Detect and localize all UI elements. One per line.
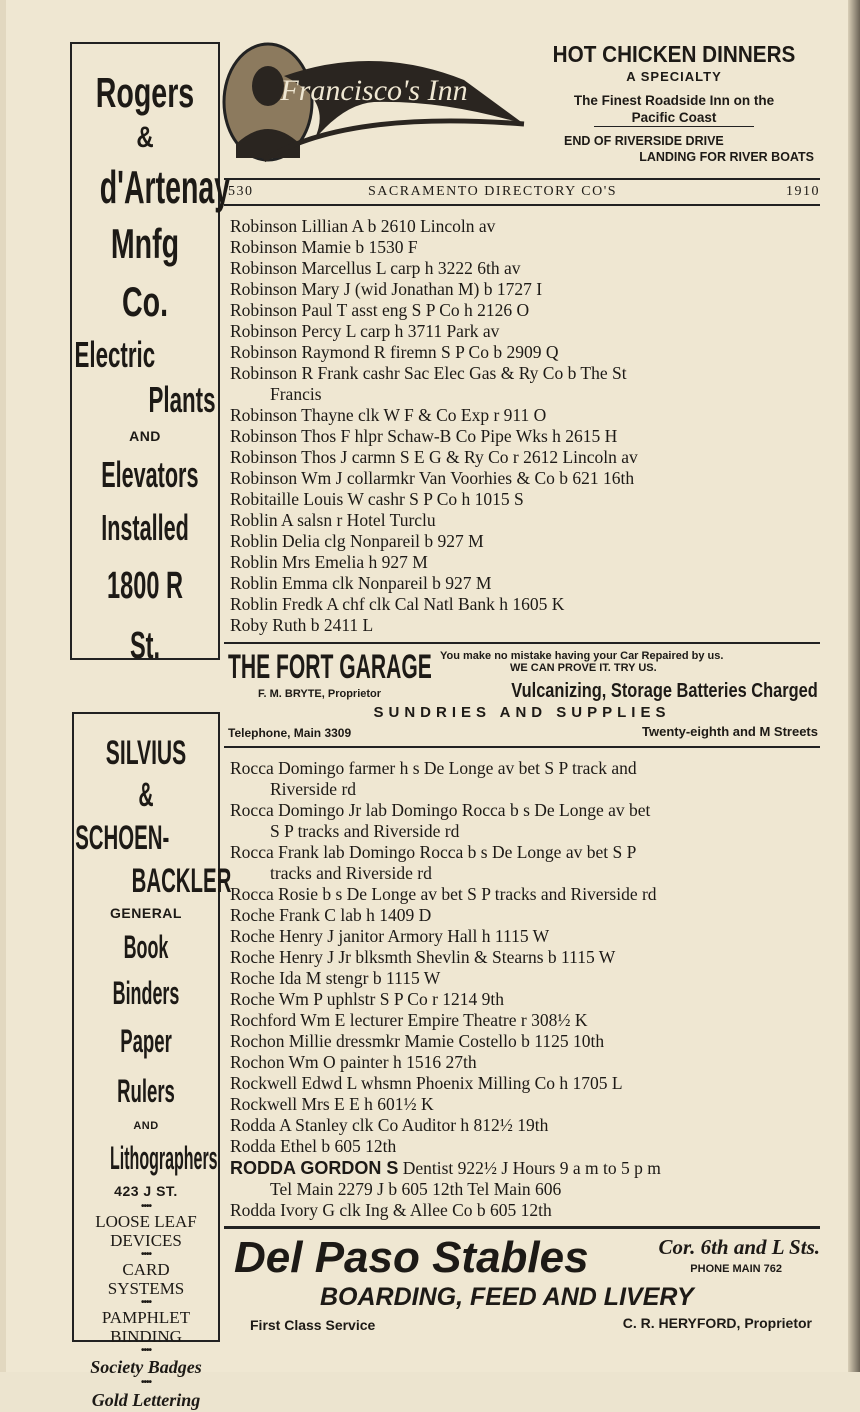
ad2-binding: BINDING <box>110 1327 182 1346</box>
directory-entry: Robinson Thos F hlpr Schaw-B Co Pipe Wks h 2615 H <box>230 426 618 446</box>
directory-entry: Rocca Rosie b s De Longe av bet S P tracks and Riverside rd <box>230 884 657 904</box>
directory-entries-3 <box>230 1158 825 1221</box>
ad2-dots-5: •••• <box>140 1377 151 1388</box>
garage-slogan-2: WE CAN PROVE IT. TRY US. <box>510 662 657 674</box>
ad1-electric: Electric <box>74 334 156 375</box>
ad1-rogers: Rogers <box>95 69 195 116</box>
directory-entry: Rocca Domingo farmer h s De Longe av bet S P track and <box>230 758 637 778</box>
directory-entry: Robinson Thos J carmn S E G & Ry Co r 2612 Lincoln av <box>230 447 638 467</box>
tagline-1: The Finest Roadside Inn on the <box>573 93 775 108</box>
stables-proprietor: C. R. HERYFORD, Proprietor <box>622 1315 812 1331</box>
garage-slogan-1: You make no mistake having your Car Repaired by us. <box>440 650 724 662</box>
directory-entry: Rodda Ivory G clk Ing & Allee Co b 605 12th <box>230 1200 552 1220</box>
ad2-backler: BACKLER <box>131 862 232 900</box>
directory-entry: Roche Wm P uphlstr S P Co r 1214 9th <box>230 989 505 1009</box>
directory-entry: Robinson Mamie b 1530 F <box>230 237 418 257</box>
ad2-dots-2: •••• <box>140 1249 151 1260</box>
garage-name: THE FORT GARAGE <box>228 648 432 686</box>
header-title: SACRAMENTO DIRECTORY CO'S <box>368 184 618 199</box>
ad2-silvius: SILVIUS & <box>105 734 187 814</box>
logo-text: Francisco's Inn <box>280 74 468 107</box>
directory-entry: Rocca Frank lab Domingo Rocca b s De Longe av bet S P <box>230 842 637 862</box>
directory-entry: Robinson R Frank cashr Sac Elec Gas & Ry Co b The St <box>230 363 627 383</box>
ad2-and: AND <box>133 1120 159 1132</box>
directory-entry: Robinson Marcellus L carp h 3222 6th av <box>230 258 521 278</box>
specialty-text: A SPECIALTY <box>626 69 722 84</box>
directory-entry: Rockwell Mrs E E h 601½ K <box>230 1094 434 1114</box>
ad2-card: CARD <box>122 1260 170 1279</box>
fort-garage-ad <box>224 642 820 748</box>
directory-entry: Robinson Percy L carp h 3711 Park av <box>230 321 500 341</box>
directory-entry-continuation: S P tracks and Riverside rd <box>270 821 460 841</box>
directory-entry: Robinson Paul T asst eng S P Co h 2126 O <box>230 300 530 320</box>
franciscos-logo <box>224 40 534 176</box>
stables-name: Del Paso Stables <box>234 1233 589 1282</box>
stables-service-note: First Class Service <box>250 1317 376 1333</box>
directory-entry: Rochon Wm O painter h 1516 27th <box>230 1052 477 1072</box>
ad1-ampersand: & <box>136 121 154 154</box>
stables-services: BOARDING, FEED AND LIVERY <box>320 1283 694 1311</box>
directory-entry: Roblin A salsn r Hotel Turclu <box>230 510 436 530</box>
rogers-dartenay-ad <box>70 42 231 667</box>
ad2-dots-4: •••• <box>140 1345 151 1356</box>
ad2-dots-1: •••• <box>140 1201 151 1212</box>
directory-entry-continuation: Riverside rd <box>270 779 357 799</box>
directory-entry: Roby Ruth b 2411 L <box>230 615 374 635</box>
hot-chicken-block <box>534 40 814 165</box>
franciscos-inn-ad <box>224 40 820 178</box>
stables-corner: Cor. 6th and L Sts. <box>658 1235 820 1259</box>
garage-proprietor: F. M. BRYTE, Proprietor <box>258 688 382 700</box>
rodda-gordon-name: RODDA GORDON S <box>230 1158 399 1178</box>
garage-telephone: Telephone, Main 3309 <box>228 726 352 740</box>
ad2-address: 423 J ST. <box>114 1183 178 1199</box>
header-year: 1910 <box>786 184 820 199</box>
silvius-schoenbackler-ad <box>72 712 232 1410</box>
ad2-paper-rulers: Paper Rulers <box>117 1023 175 1109</box>
ad1-co: Co. <box>121 278 169 325</box>
directory-entry: Rockwell Edwd L whsmn Phoenix Milling Co h 1705 L <box>230 1073 623 1093</box>
directory-entry: Rodda Ethel b 605 12th <box>230 1136 397 1156</box>
page-left-edge <box>0 0 6 1372</box>
directory-entry: Roche Ida M stengr b 1115 W <box>230 968 441 988</box>
ad2-systems: SYSTEMS <box>107 1279 185 1298</box>
ad2-book-binders: Book Binders <box>112 929 180 1011</box>
ad2-society-badges: Society Badges <box>90 1357 202 1377</box>
ad1-address: 1800 R St. <box>107 565 183 667</box>
garage-address: Twenty-eighth and M Streets <box>642 724 818 739</box>
rodda-gordon-details: Dentist 922½ J Hours 9 a m to 5 p m <box>398 1158 661 1178</box>
directory-entry: Roche Henry J janitor Armory Hall h 1115 W <box>230 926 550 946</box>
ad1-mnfg: Mnfg <box>110 220 180 267</box>
ad2-dots-3: •••• <box>140 1297 151 1308</box>
ad2-schoen: SCHOEN- <box>75 819 170 857</box>
directory-entry: Rocca Domingo Jr lab Domingo Rocca b s De Longe av bet <box>230 800 651 820</box>
ad2-loose-leaf: LOOSE LEAF <box>95 1212 197 1231</box>
directory-entry: Robinson Lillian A b 2610 Lincoln av <box>230 216 496 236</box>
location-1: END OF RIVERSIDE DRIVE <box>564 134 724 148</box>
ad2-gold-lettering: Gold Lettering <box>91 1390 201 1410</box>
ad1-elevators: Elevators <box>101 454 199 495</box>
rodda-gordon-cont: Tel Main 2279 J b 605 12th Tel Main 606 <box>270 1179 562 1199</box>
ad2-lithographers: Lithographers <box>110 1140 218 1176</box>
directory-entry: Roblin Delia clg Nonpareil b 927 M <box>230 531 484 551</box>
stables-phone: PHONE MAIN 762 <box>690 1263 782 1275</box>
page-header <box>224 178 820 206</box>
ad2-pamphlet: PAMPHLET <box>101 1308 191 1327</box>
directory-entries-2 <box>230 758 825 1157</box>
directory-entry: Robinson Mary J (wid Jonathan M) b 1727 I <box>230 279 543 299</box>
ad1-installed: Installed <box>101 507 189 548</box>
directory-entry: Robinson Wm J collarmkr Van Voorhies & Co b 621 16th <box>230 468 635 488</box>
directory-entry: Roche Frank C lab h 1409 D <box>230 905 432 925</box>
ad1-plants: Plants <box>148 379 216 420</box>
directory-entry: Rochon Millie dressmkr Mamie Costello b 1125 10th <box>230 1031 605 1051</box>
directory-entry-continuation: tracks and Riverside rd <box>270 863 432 883</box>
directory-entry: Robinson Raymond R firemn S P Co b 2909 Q <box>230 342 559 362</box>
book-spine-shadow <box>848 0 860 1372</box>
del-paso-stables-ad <box>224 1226 820 1336</box>
ad2-devices: DEVICES <box>110 1231 182 1250</box>
directory-entries-1 <box>230 216 825 636</box>
location-2: LANDING FOR RIVER BOATS <box>639 150 814 164</box>
ad1-dartenay: d'Artenay <box>99 161 231 213</box>
ad2-general: GENERAL <box>110 905 182 921</box>
garage-sundries: SUNDRIES AND SUPPLIES <box>373 704 671 721</box>
hot-chicken-headline: HOT CHICKEN DINNERS <box>552 41 796 67</box>
ad1-and: AND <box>129 428 161 444</box>
directory-entry: Robitaille Louis W cashr S P Co h 1015 S <box>230 489 524 509</box>
directory-entry-continuation: Francis <box>270 384 322 404</box>
rodda-gordon-entry <box>230 1158 825 1179</box>
directory-entry: Roche Henry J Jr blksmth Shevlin & Stearns b 1115 W <box>230 947 616 967</box>
directory-entry: Rodda A Stanley clk Co Auditor h 812½ 19th <box>230 1115 549 1135</box>
page-number: 530 <box>228 184 254 199</box>
directory-entry: Roblin Emma clk Nonpareil b 927 M <box>230 573 492 593</box>
directory-entries-3-list <box>230 1200 825 1221</box>
directory-entry: Roblin Mrs Emelia h 927 M <box>230 552 428 572</box>
tagline-2: Pacific Coast <box>594 109 754 127</box>
directory-entry: Rochford Wm E lecturer Empire Theatre r 308½ K <box>230 1010 588 1030</box>
directory-entry: Roblin Fredk A chf clk Cal Natl Bank h 1605 K <box>230 594 565 614</box>
garage-services: Vulcanizing, Storage Batteries Charged <box>511 680 818 702</box>
portrait-head-icon <box>252 66 284 106</box>
directory-entry: Robinson Thayne clk W F & Co Exp r 911 O <box>230 405 547 425</box>
